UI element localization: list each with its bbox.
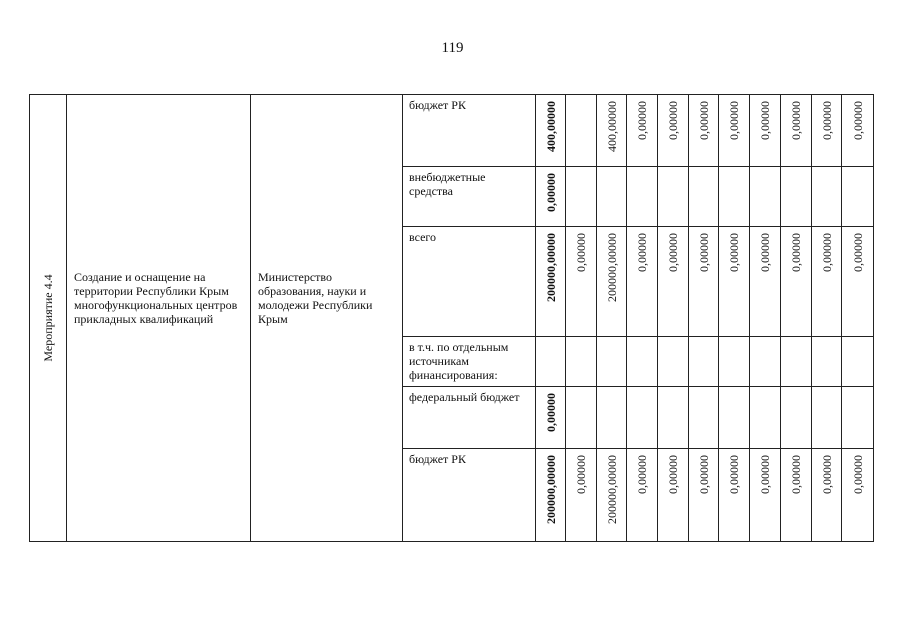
year-value-cell <box>812 387 842 449</box>
year-value: 0,00000 <box>666 455 680 494</box>
year-value-cell <box>597 95 627 167</box>
year-value-cell <box>566 337 597 387</box>
year-value-cell <box>750 167 781 227</box>
year-value-cell <box>719 449 750 542</box>
year-value-cell <box>627 387 658 449</box>
total-value: 200000,00000 <box>543 455 558 524</box>
year-value-cell <box>781 227 812 337</box>
year-value-cell <box>842 387 874 449</box>
year-value-cell <box>842 449 874 542</box>
year-value-cell <box>842 95 874 167</box>
year-value-cell <box>658 95 689 167</box>
executor-cell <box>251 95 403 542</box>
year-value-cell <box>719 95 750 167</box>
funding-source: бюджет РК <box>409 452 466 466</box>
total-cell <box>536 337 566 387</box>
year-value: 0,00000 <box>789 101 803 140</box>
year-value-cell <box>812 227 842 337</box>
funding-source: федеральный бюджет <box>409 390 520 404</box>
year-value-cell <box>658 167 689 227</box>
year-value: 0,00000 <box>850 233 865 272</box>
year-value-cell <box>597 387 627 449</box>
funding-source: в т.ч. по отдельным источникам финансирования: <box>409 340 509 382</box>
year-value-cell <box>627 227 658 337</box>
funding-source: бюджет РК <box>409 98 466 112</box>
year-value: 0,00000 <box>574 233 588 272</box>
year-value-cell <box>566 227 597 337</box>
year-value-cell <box>689 95 719 167</box>
year-value-cell <box>842 337 874 387</box>
year-value-cell <box>719 227 750 337</box>
year-value: 0,00000 <box>666 101 680 140</box>
year-value-cell <box>566 167 597 227</box>
year-value-cell <box>781 167 812 227</box>
year-value: 0,00000 <box>789 455 803 494</box>
year-value-cell <box>658 227 689 337</box>
total-value: 400,00000 <box>543 101 558 152</box>
year-value: 0,00000 <box>819 101 834 140</box>
year-value: 0,00000 <box>727 455 741 494</box>
year-value: 0,00000 <box>635 101 649 140</box>
year-value-cell <box>719 387 750 449</box>
year-value-cell <box>689 387 719 449</box>
year-value: 0,00000 <box>574 455 588 494</box>
funding-source: внебюджетные средства <box>409 170 486 198</box>
year-value-cell <box>689 167 719 227</box>
year-value-cell <box>566 95 597 167</box>
total-value: 0,00000 <box>543 173 558 212</box>
year-value-cell <box>719 167 750 227</box>
year-value-cell <box>812 95 842 167</box>
funding-source-cell <box>403 95 536 167</box>
year-value: 0,00000 <box>635 233 649 272</box>
year-value-cell <box>627 337 658 387</box>
table-row <box>30 95 874 167</box>
measure-name: Создание и оснащение на территории Республики Крым многофункциональных центров прикладных квалификаций <box>74 269 238 326</box>
executor-name: Министерство образования, науки и молодежи Республики Крым <box>258 269 373 326</box>
year-value-cell <box>689 337 719 387</box>
year-value-cell <box>597 449 627 542</box>
year-value-cell <box>781 337 812 387</box>
year-value-cell <box>597 227 627 337</box>
funding-source-cell <box>403 449 536 542</box>
year-value-cell <box>658 387 689 449</box>
total-cell <box>536 95 566 167</box>
measure-label-cell <box>30 95 67 542</box>
year-value: 200000,00000 <box>604 233 619 302</box>
year-value: 0,00000 <box>819 233 834 272</box>
year-value: 0,00000 <box>789 233 803 272</box>
funding-source-cell <box>403 227 536 337</box>
year-value-cell <box>658 337 689 387</box>
year-value: 0,00000 <box>635 455 649 494</box>
year-value-cell <box>812 449 842 542</box>
year-value-cell <box>750 95 781 167</box>
year-value-cell <box>597 167 627 227</box>
year-value-cell <box>842 167 874 227</box>
measure-label: Мероприятие 4.4 <box>41 274 55 362</box>
funding-source-cell <box>403 167 536 227</box>
funding-source-cell <box>403 387 536 449</box>
year-value-cell <box>627 167 658 227</box>
year-value: 0,00000 <box>758 455 772 494</box>
page-number: 119 <box>441 40 464 56</box>
year-value: 0,00000 <box>758 101 772 140</box>
year-value: 0,00000 <box>696 233 711 272</box>
total-cell <box>536 449 566 542</box>
year-value-cell <box>781 449 812 542</box>
financing-table <box>29 94 874 542</box>
measure-name-cell <box>67 95 251 542</box>
year-value-cell <box>750 387 781 449</box>
year-value-cell <box>781 95 812 167</box>
year-value-cell <box>689 227 719 337</box>
year-value-cell <box>812 167 842 227</box>
year-value: 0,00000 <box>666 233 680 272</box>
year-value: 0,00000 <box>696 455 711 494</box>
total-cell <box>536 387 566 449</box>
year-value-cell <box>750 449 781 542</box>
year-value: 0,00000 <box>819 455 834 494</box>
year-value: 0,00000 <box>727 101 741 140</box>
year-value-cell <box>750 227 781 337</box>
year-value: 0,00000 <box>696 101 711 140</box>
year-value-cell <box>781 387 812 449</box>
year-value-cell <box>842 227 874 337</box>
year-value: 200000,00000 <box>604 455 619 524</box>
year-value: 400,00000 <box>604 101 619 152</box>
funding-source-cell <box>403 337 536 387</box>
year-value: 0,00000 <box>850 455 865 494</box>
year-value: 0,00000 <box>758 233 772 272</box>
year-value-cell <box>627 95 658 167</box>
year-value-cell <box>750 337 781 387</box>
year-value: 0,00000 <box>850 101 865 140</box>
year-value-cell <box>689 449 719 542</box>
total-value: 200000,00000 <box>543 233 558 302</box>
year-value-cell <box>597 337 627 387</box>
funding-source: всего <box>409 230 437 244</box>
year-value-cell <box>658 449 689 542</box>
year-value-cell <box>812 337 842 387</box>
total-value: 0,00000 <box>543 393 558 432</box>
year-value-cell <box>627 449 658 542</box>
total-cell <box>536 227 566 337</box>
total-cell <box>536 167 566 227</box>
year-value: 0,00000 <box>727 233 741 272</box>
year-value-cell <box>566 387 597 449</box>
year-value-cell <box>719 337 750 387</box>
year-value-cell <box>566 449 597 542</box>
